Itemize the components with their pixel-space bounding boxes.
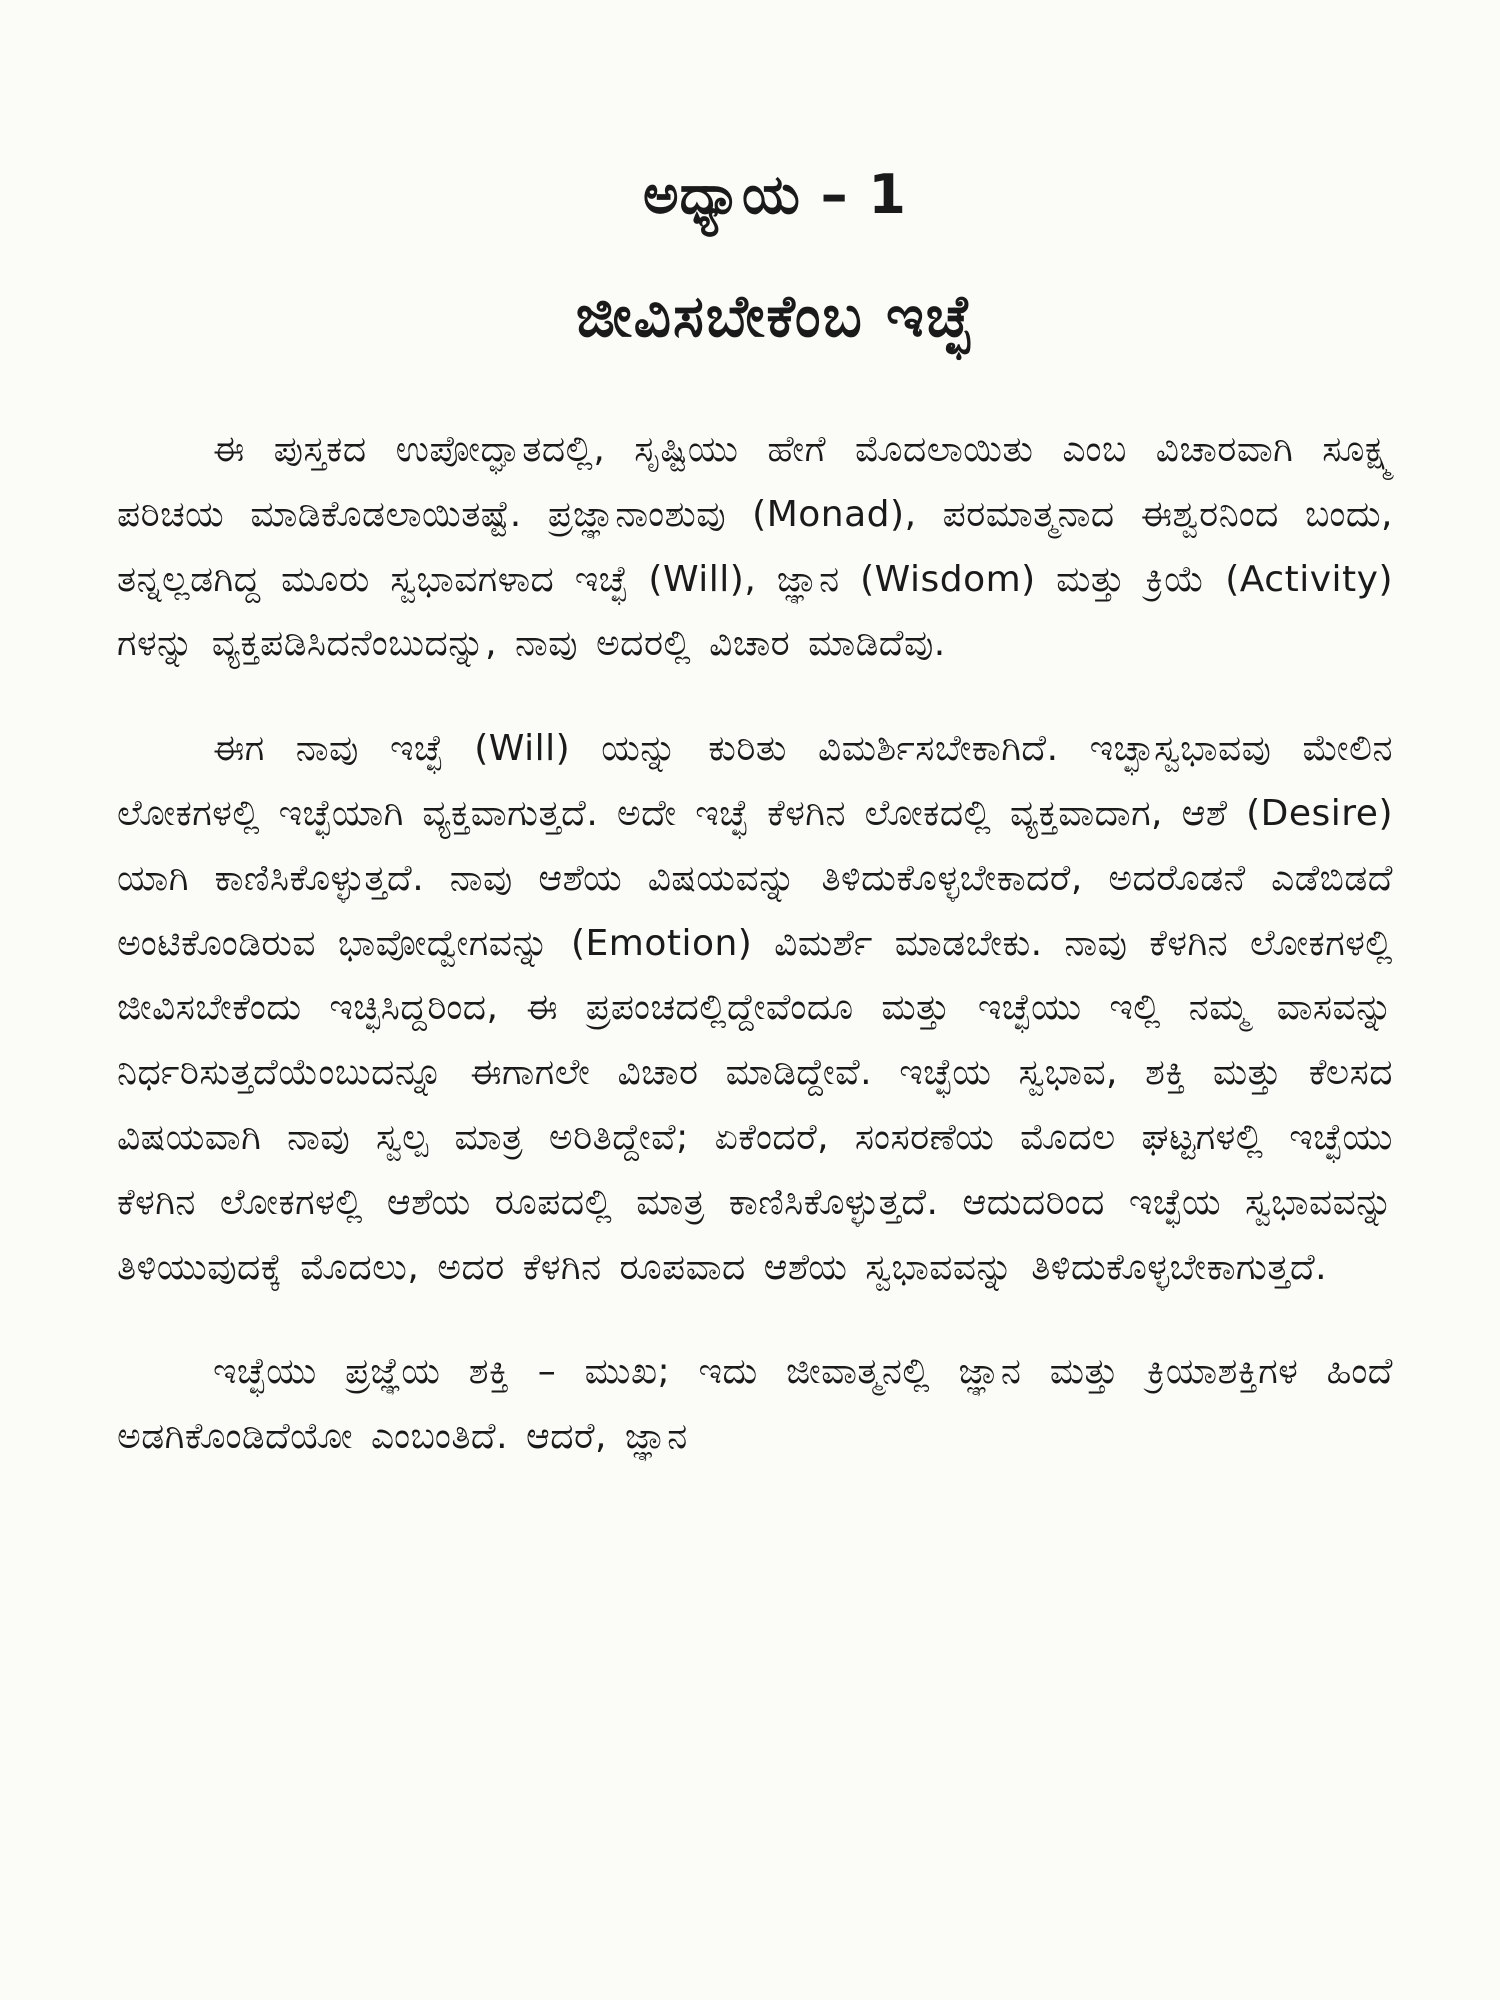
paragraph-3: ಇಚ್ಛೆಯು ಪ್ರಜ್ಞೆಯ ಶಕ್ತಿ – ಮುಖ; ಇದು ಜೀವಾತ್ಮನಲ್ಲಿ ಜ್ಞಾನ ಮತ್ತು ಕ್ರಿಯಾಶಕ್ತಿಗಳ ಹಿಂದೆ ಅಡಗಿಕೊಂಡಿದೆಯೋ ಎಂಬಂತಿದೆ. ಆದರೆ, ಜ್ಞಾನ bbox=[117, 1351, 1393, 1458]
chapter-title: ಅಧ್ಯಾಯ – 1 bbox=[643, 163, 907, 226]
paragraph-2: ಈಗ ನಾವು ಇಚ್ಛೆ (Will) ಯನ್ನು ಕುರಿತು ವಿಮರ್ಶಿಸಬೇಕಾಗಿದೆ. ಇಚ್ಛಾಸ್ವಭಾವವು ಮೇಲಿನ ಲೋಕಗಳಲ್ಲಿ ಇಚ್ಛೆಯಾಗಿ ವ್ಯಕ್ತವಾಗುತ್ತದೆ. ಅದೇ ಇಚ್ಛೆ ಕೆಳಗಿನ ಲೋಕದಲ್ಲಿ ವ್ಯಕ್ತವಾದಾಗ, ಆಶೆ (Desire) ಯಾಗಿ ಕಾಣಿಸಿಕೊಳ್ಳುತ್ತದೆ. ನಾವು ಆಶೆಯ ವಿಷಯವನ್ನು ತಿಳಿದುಕೊಳ್ಳಬೇಕಾದರೆ, ಅದರೊಡನೆ ಎಡೆಬಿಡದೆ ಅಂಟಿಕೊಂಡಿರುವ ಭಾವೋದ್ವೇಗವನ್ನು (Emotion) ವಿಮರ್ಶೆ ಮಾಡಬೇಕು. ನಾವು ಕೆಳಗಿನ ಲೋಕಗಳಲ್ಲಿ ಜೀವಿಸಬೇಕೆಂದು ಇಚ್ಛಿಸಿದ್ದರಿಂದ, ಈ ಪ್ರಪಂಚದಲ್ಲಿದ್ದೇವೆಂದೂ ಮತ್ತು ಇಚ್ಛೆಯು ಇಲ್ಲಿ ನಮ್ಮ ವಾಸವನ್ನು ನಿರ್ಧರಿಸುತ್ತದೆಯೆಂಬುದನ್ನೂ ಈಗಾಗಲೇ ವಿಚಾರ ಮಾಡಿದ್ದೇವೆ. ಇಚ್ಛೆಯ ಸ್ವಭಾವ, ಶಕ್ತಿ ಮತ್ತು ಕೆಲಸದ ವಿಷಯವಾಗಿ ನಾವು ಸ್ವಲ್ಪ ಮಾತ್ರ ಅರಿತಿದ್ದೇವೆ; ಏಕೆಂದರೆ, ಸಂಸರಣೆಯ ಮೊದಲ ಘಟ್ಟಗಳಲ್ಲಿ ಇಚ್ಛೆಯು ಕೆಳಗಿನ ಲೋಕಗಳಲ್ಲಿ ಆಶೆಯ ರೂಪದಲ್ಲಿ ಮಾತ್ರ ಕಾಣಿಸಿಕೊಳ್ಳುತ್ತದೆ. ಆದುದರಿಂದ ಇಚ್ಛೆಯ ಸ್ವಭಾವವನ್ನು ತಿಳಿಯುವುದಕ್ಕೆ ಮೊದಲು, ಅದರ ಕೆಳಗಿನ ರೂಪವಾದ ಆಶೆಯ ಸ್ವಭಾವವನ್ನು ತಿಳಿದುಕೊಳ್ಳಬೇಕಾಗುತ್ತದೆ. bbox=[117, 728, 1393, 1288]
chapter-subtitle: ಜೀವಿಸಬೇಕೆಂಬ ಇಚ್ಛೆ bbox=[575, 282, 975, 350]
paragraph-1: ಈ ಪುಸ್ತಕದ ಉಪೋದ್ಘಾತದಲ್ಲಿ, ಸೃಷ್ಟಿಯು ಹೇಗೆ ಮೊದಲಾಯಿತು ಎಂಬ ವಿಚಾರವಾಗಿ ಸೂಕ್ಷ್ಮ ಪರಿಚಯ ಮಾಡಿಕೊಡಲಾಯಿತಷ್ಟೆ. ಪ್ರಜ್ಞಾನಾಂಶುವು (Monad), ಪರಮಾತ್ಮನಾದ ಈಶ್ವರನಿಂದ ಬಂದು, ತನ್ನಲ್ಲಡಗಿದ್ದ ಮೂರು ಸ್ವಭಾವಗಳಾದ ಇಚ್ಛೆ (Will), ಜ್ಞಾನ (Wisdom) ಮತ್ತು ಕ್ರಿಯೆ (Activity) ಗಳನ್ನು ವ್ಯಕ್ತಪಡಿಸಿದನೆಂಬುದನ್ನು, ನಾವು ಅದರಲ್ಲಿ ವಿಚಾರ ಮಾಡಿದೆವು. bbox=[117, 429, 1393, 665]
